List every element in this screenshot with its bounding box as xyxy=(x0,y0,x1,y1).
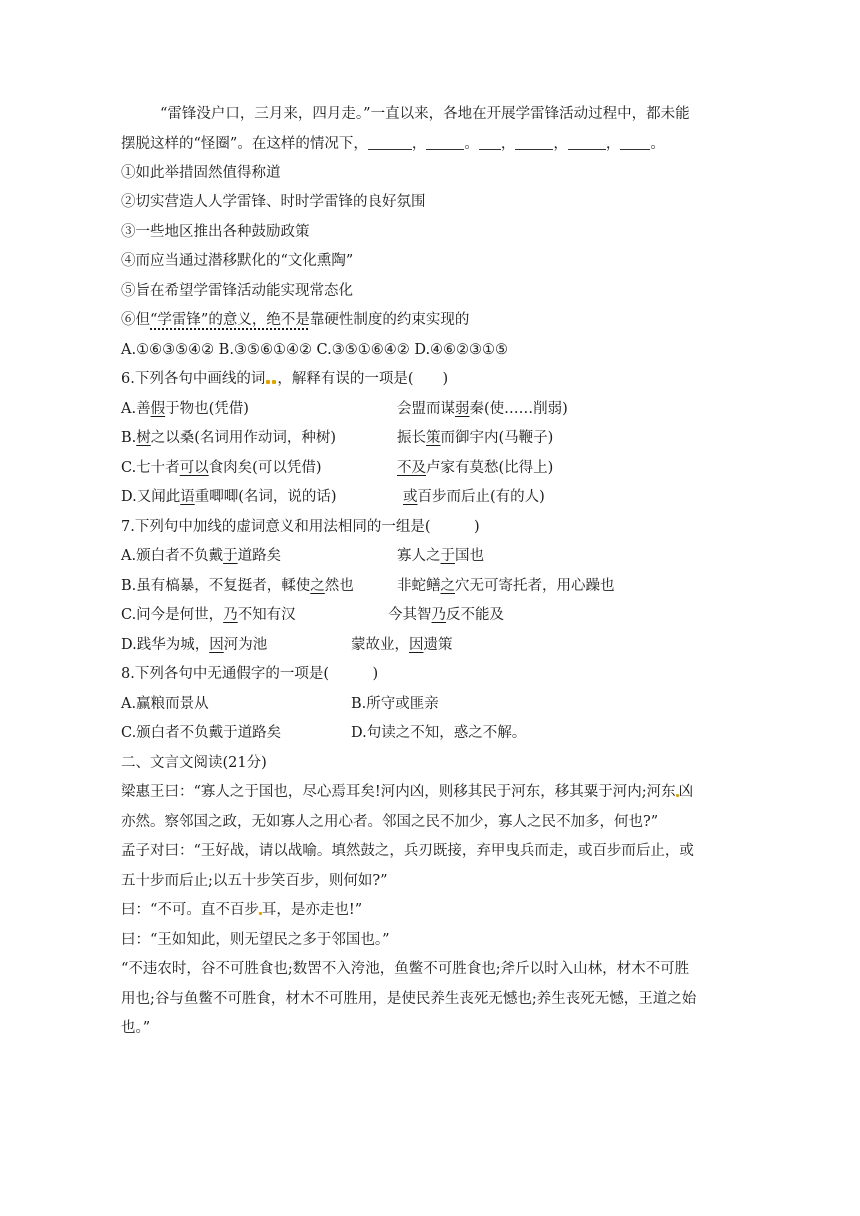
option-item: ④而应当通过潜移默化的“文化熏陶” xyxy=(121,253,354,269)
text-segment: 梁惠王曰：“寡人之于国也，尽心焉耳矣!河内凶，则移其民于河东，移其粟于河内;河东 xyxy=(121,784,676,800)
option-item: ⑤旨在希望学雷锋活动能实现常态化 xyxy=(121,283,353,299)
q6-stem-text: 6.下列各句中画线的词 xyxy=(121,371,266,387)
text-segment: 然也 xyxy=(324,578,354,594)
separator: ， xyxy=(500,136,516,152)
text-segment: 曰：“不可。直不百步 xyxy=(121,902,259,918)
intro-line-2 xyxy=(121,134,665,154)
text-segment: D.又闻此 xyxy=(121,489,181,505)
text-segment: D.践华为城， xyxy=(121,637,210,653)
q6-option-b-right xyxy=(397,428,553,448)
underlined-word: 于 xyxy=(440,548,455,564)
text-segment: 非蛇鳝 xyxy=(397,578,441,594)
text-segment: 河为池 xyxy=(223,637,268,653)
separator: ， xyxy=(553,136,568,152)
text-segment: 不知有汉 xyxy=(237,607,296,623)
passage-line: 孟子对曰：“王好战，请以战喻。填然鼓之，兵刃既接，弃甲曳兵而走，或百步而后止，或 xyxy=(121,843,694,859)
text-segment: C.问今是何世， xyxy=(121,607,224,623)
text-segment: B.虽有槁暴，不复挺者，輮使 xyxy=(121,578,311,594)
text-segment: A.颁白者不负戴 xyxy=(121,548,224,564)
q7-option-b-right xyxy=(397,576,615,596)
emphasis-dot xyxy=(272,380,276,384)
option-item: ②切实营造人人学雷锋、时时学雷锋的良好氛围 xyxy=(121,194,426,210)
intro-line-1: “雷锋没户口，三月来，四月走。”一直以来，各地在开展学雷锋活动过程中，都未能 xyxy=(160,106,690,122)
text-segment: B. xyxy=(121,430,137,446)
passage-line: “不违农时，谷不可胜食也;数罟不入洿池，鱼鳖不可胜食也;斧斤以时入山林，材木不可胜 xyxy=(121,961,690,977)
text-segment: C.七十者 xyxy=(121,460,180,476)
text-segment: A.善 xyxy=(121,401,151,417)
option-6-prefix: ⑥但 xyxy=(121,312,150,328)
q7-stem: 7.下列句中加线的虚词意义和用法相同的一组是( ) xyxy=(121,519,480,535)
option-item-6 xyxy=(121,310,469,330)
text-segment: 寡人之 xyxy=(397,548,441,564)
answer-blank[interactable] xyxy=(515,135,553,150)
passage-line xyxy=(121,900,362,920)
passage-line: 用也;谷与鱼鳖不可胜食，材木不可胜用，是使民养生丧死无憾也;养生丧死无憾，王道之始 xyxy=(121,991,697,1007)
q7-option-c xyxy=(121,605,296,625)
q8-option-c: C.颁白者不负戴于道路矣 xyxy=(121,725,282,741)
passage-line: 曰：“王如知此，则无望民之多于邻国也。” xyxy=(121,932,390,948)
text-segment: 秦(使……削弱) xyxy=(469,401,568,417)
q6-option-b xyxy=(121,428,336,448)
q8-stem: 8.下列各句中无通假字的一项是( ) xyxy=(121,666,379,682)
underlined-word: 之 xyxy=(310,578,325,594)
underlined-word: 因 xyxy=(409,637,424,653)
underlined-word: 或 xyxy=(403,489,418,505)
underlined-word: 可以 xyxy=(179,460,209,476)
option-6-rest: 靠硬性制度的约束实现的 xyxy=(309,312,470,328)
answer-blank[interactable] xyxy=(568,135,606,150)
q6-option-d xyxy=(121,487,337,507)
underlined-word: 因 xyxy=(209,637,224,653)
separator: ， xyxy=(605,136,621,152)
q8-option-b: B.所守或匪亲 xyxy=(351,696,439,712)
underlined-word: 假 xyxy=(150,401,166,417)
q6-option-d-right xyxy=(403,487,545,507)
underlined-word: 策 xyxy=(426,430,441,446)
text-segment: 国也 xyxy=(455,548,484,564)
passage-line xyxy=(121,782,693,802)
emphasis-dot xyxy=(266,380,270,384)
q5-answer-choices: A.①⑥③⑤④② B.③⑤⑥①④② C.③⑤①⑥④② D.④⑥②③①⑤ xyxy=(121,342,509,358)
q7-option-b xyxy=(121,576,354,596)
passage-line: 也。” xyxy=(121,1020,151,1036)
text-segment: 穴无可寄托者，用心躁也 xyxy=(455,578,615,594)
q7-option-d-right xyxy=(351,635,453,655)
section-heading: 二、文言文阅读(21分) xyxy=(121,755,267,771)
text-segment: 道路矣 xyxy=(237,548,282,564)
q8-option-d: D.句读之不知，惑之不解。 xyxy=(351,725,527,741)
q7-option-d xyxy=(121,635,267,655)
separator: 。 xyxy=(650,136,665,152)
text-segment: 耳，是亦走也!” xyxy=(261,902,363,918)
text-segment: 振长 xyxy=(397,430,426,446)
q6-option-a-right xyxy=(397,399,568,419)
answer-blank[interactable] xyxy=(620,135,650,150)
q7-option-c-right xyxy=(388,605,504,625)
separator: 。 xyxy=(464,136,479,152)
text-segment: 会盟而谋 xyxy=(397,401,455,417)
text-segment: 今其智 xyxy=(388,607,432,623)
underlined-word: 于 xyxy=(223,548,238,564)
text-segment: 反不能及 xyxy=(446,607,504,623)
intro-line-2-text: 摆脱这样的“怪圈”。在这样的情况下， xyxy=(121,136,368,152)
option-item: ③一些地区推出各种鼓励政策 xyxy=(121,224,310,240)
text-segment: 百步而后止(有的人) xyxy=(417,489,545,505)
q6-stem-text: ，解释有误的一项是( ) xyxy=(277,371,449,387)
text-segment: 之以桑(名词用作动词，种树) xyxy=(150,430,337,446)
underlined-word: 语 xyxy=(180,489,195,505)
passage-line: 亦然。察邻国之政，无如寡人之用心者。邻国之民不加少，寡人之民不加多，何也?” xyxy=(121,814,659,830)
text-segment: 凶 xyxy=(678,784,694,800)
answer-blank[interactable] xyxy=(426,135,464,150)
q6-option-a xyxy=(121,399,249,419)
q7-option-a xyxy=(121,546,281,566)
text-segment: 蒙故业， xyxy=(351,637,409,653)
dotted-emphasis: “学雷锋”的意义，绝不是 xyxy=(150,312,310,328)
passage-line: 五十步而后止;以五十步笑百步，则何如?” xyxy=(121,873,388,889)
q6-option-c xyxy=(121,458,322,478)
answer-blank[interactable] xyxy=(479,135,501,150)
underlined-word: 不及 xyxy=(397,460,426,476)
q8-option-a: A.赢粮而景从 xyxy=(121,696,209,712)
underlined-word: 之 xyxy=(440,578,455,594)
underlined-word: 树 xyxy=(136,430,151,446)
underlined-word: 乃 xyxy=(223,607,238,623)
text-segment: 而御宇内(马鞭子) xyxy=(440,430,554,446)
separator: ， xyxy=(411,136,427,152)
text-segment: 卢家有莫愁(比得上) xyxy=(426,460,554,476)
answer-blank[interactable] xyxy=(368,135,412,150)
text-segment: 于物也(凭借) xyxy=(165,401,249,417)
underlined-word: 乃 xyxy=(431,607,446,623)
text-segment: 食肉矣(可以凭借) xyxy=(208,460,322,476)
option-item: ①如此举措固然值得称道 xyxy=(121,165,281,181)
q6-stem xyxy=(121,369,448,389)
q7-option-a-right xyxy=(397,546,484,566)
underlined-word: 弱 xyxy=(455,401,470,417)
text-segment: 遗策 xyxy=(423,637,453,653)
q6-option-c-right xyxy=(397,458,553,478)
text-segment: 重唧唧(名词，说的话) xyxy=(194,489,337,505)
